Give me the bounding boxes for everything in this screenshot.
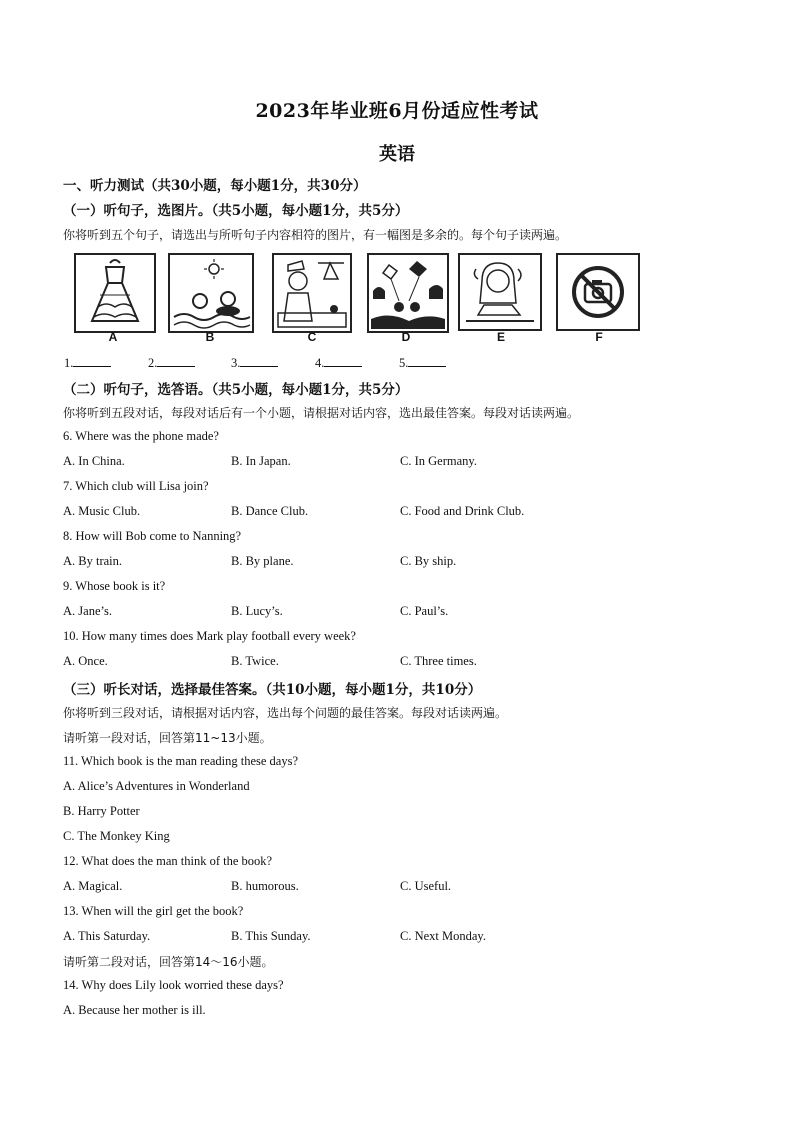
picture-d — [367, 253, 449, 333]
q7-option-a[interactable]: A. Music Club. — [63, 504, 141, 518]
question-11: 11. Which book is the man reading these days? — [63, 754, 299, 768]
q11-option-b[interactable]: B. Harry Potter — [63, 804, 140, 818]
q7-option-c[interactable]: C. Food and Drink Club. — [400, 504, 525, 518]
nurse-icon — [274, 255, 350, 331]
kites-icon — [369, 255, 447, 331]
q12-option-a[interactable]: A. Magical. — [63, 879, 123, 893]
picture-c — [272, 253, 352, 333]
question-9: 9. Whose book is it? — [63, 579, 166, 593]
q8-option-a[interactable]: A. By train. — [63, 554, 123, 568]
picture-label-b: B — [205, 330, 215, 344]
sec3-heading: （三）听长对话，选择最佳答案。（共10小题，每小题1分，共10分） — [63, 682, 482, 698]
q10-option-b[interactable]: B. Twice. — [231, 654, 279, 668]
answer-blank-4[interactable]: 4. — [315, 354, 362, 371]
q8-option-c[interactable]: C. By ship. — [400, 554, 457, 568]
picture-label-c: C — [307, 330, 317, 344]
q6-option-b[interactable]: B. In Japan. — [231, 454, 291, 468]
q13-option-c[interactable]: C. Next Monday. — [400, 929, 486, 943]
sec1-heading: （一）听句子，选图片。（共5小题，每小题1分，共5分） — [63, 203, 409, 219]
q10-option-c[interactable]: C. Three times. — [400, 654, 477, 668]
q6-option-a[interactable]: A. In China. — [63, 454, 125, 468]
sec2-instruction: 你将听到五段对话，每段对话后有一个小题，请根据对话内容，选出最佳答案。每段对话读两遍。 — [63, 406, 580, 420]
picture-a — [74, 253, 156, 333]
q9-option-c[interactable]: C. Paul’s. — [400, 604, 449, 618]
q8-option-b[interactable]: B. By plane. — [231, 554, 294, 568]
q11-option-a[interactable]: A. Alice’s Adventures in Wonderland — [63, 779, 250, 793]
question-10: 10. How many times does Mark play football every week? — [63, 629, 356, 643]
q11-option-c[interactable]: C. The Monkey King — [63, 829, 170, 843]
answer-blank-1[interactable]: 1. — [64, 354, 111, 371]
answer-blank-5[interactable]: 5. — [399, 354, 446, 371]
answer-blank-3[interactable]: 3. — [231, 354, 278, 371]
dialog2-instruction: 请听第二段对话，回答第14～16小题。 — [63, 955, 274, 969]
picture-label-f: F — [595, 330, 603, 344]
q6-option-c[interactable]: C. In Germany. — [400, 454, 477, 468]
swimming-icon — [170, 255, 252, 331]
dialog1-instruction: 请听第一段对话，回答第11~13小题。 — [63, 731, 272, 745]
picture-label-a: A — [108, 330, 118, 344]
question-7: 7. Which club will Lisa join? — [63, 479, 209, 493]
question-14: 14. Why does Lily look worried these days? — [63, 978, 284, 992]
q7-option-b[interactable]: B. Dance Club. — [231, 504, 309, 518]
picture-b — [168, 253, 254, 333]
exam-title: 2023年毕业班6月份适应性考试 — [255, 100, 539, 122]
no-photo-icon — [558, 255, 638, 329]
q12-option-c[interactable]: C. Useful. — [400, 879, 452, 893]
sec2-heading: （二）听句子，选答语。（共5小题，每小题1分，共5分） — [63, 382, 409, 398]
q9-option-b[interactable]: B. Lucy’s. — [231, 604, 283, 618]
q14-option-a[interactable]: A. Because her mother is ill. — [63, 1003, 206, 1017]
picture-f — [556, 253, 640, 331]
q9-option-a[interactable]: A. Jane’s. — [63, 604, 112, 618]
picture-label-e: E — [496, 330, 505, 344]
q12-option-b[interactable]: B. humorous. — [231, 879, 299, 893]
picture-e — [458, 253, 542, 331]
question-13: 13. When will the girl get the book? — [63, 904, 244, 918]
question-6: 6. Where was the phone made? — [63, 429, 219, 443]
dress-icon — [76, 255, 154, 331]
q10-option-a[interactable]: A. Once. — [63, 654, 108, 668]
q13-option-a[interactable]: A. This Saturday. — [63, 929, 151, 943]
question-8: 8. How will Bob come to Nanning? — [63, 529, 242, 543]
girl-writing-icon — [460, 255, 540, 329]
question-12: 12. What does the man think of the book? — [63, 854, 273, 868]
subject-title: 英语 — [379, 144, 415, 165]
sec1-instruction: 你将听到五个句子，请选出与所听句子内容相符的图片，有一幅图是多余的。每个句子读两遍。 — [63, 228, 568, 242]
part1-heading: 一、听力测试（共30小题，每小题1分，共30分） — [63, 178, 367, 194]
picture-label-d: D — [401, 330, 411, 344]
q13-option-b[interactable]: B. This Sunday. — [231, 929, 311, 943]
sec3-instruction: 你将听到三段对话，请根据对话内容，选出每个问题的最佳答案。每段对话读两遍。 — [63, 706, 508, 720]
answer-blank-2[interactable]: 2. — [148, 354, 195, 371]
